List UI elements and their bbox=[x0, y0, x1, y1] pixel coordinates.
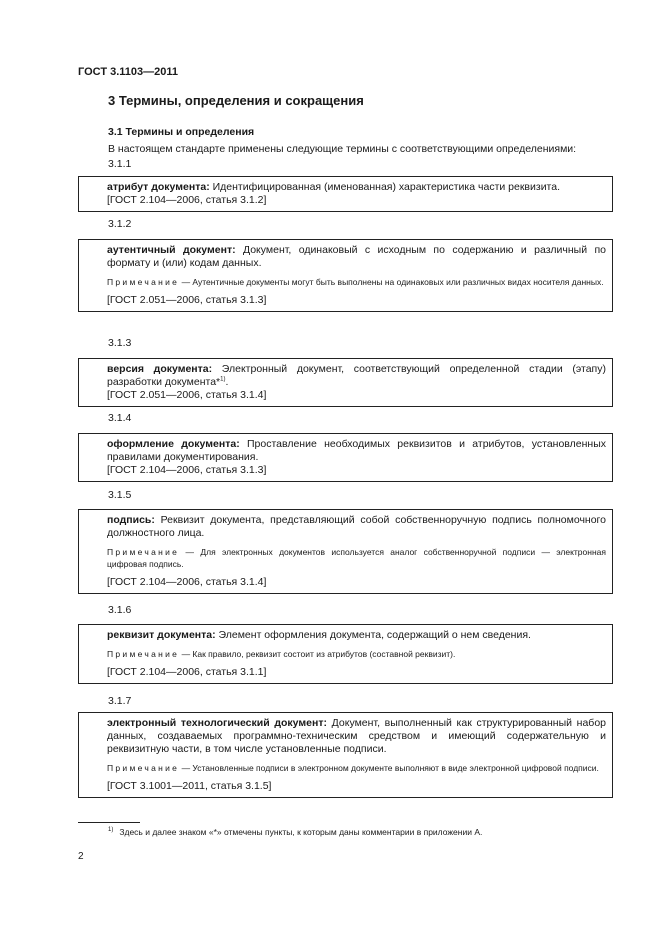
term-definition: Элемент оформления документа, содержащий о нем сведения. bbox=[215, 629, 531, 641]
intro-text: В настоящем стандарте применены следующие термины с соответствующими определениями: bbox=[108, 143, 577, 155]
footnote-separator bbox=[78, 822, 140, 823]
term-number: 3.1.6 bbox=[108, 604, 132, 616]
term-box bbox=[78, 433, 613, 482]
note-text: — Для электронных документов используется аналог собственноручной подписи — электронная цифровая подпись. bbox=[107, 547, 606, 569]
term-definition-end: . bbox=[225, 376, 229, 388]
note-text: — Аутентичные документы могут быть выполнены на одинаковых или различных видах носителя данных. bbox=[179, 277, 604, 287]
term-name: аутентичный документ: bbox=[107, 244, 236, 256]
term-reference: [ГОСТ 2.051—2006, статья 3.1.4] bbox=[107, 389, 267, 401]
term-definition: Проставление необходимых реквизитов и атрибутов, установленных правилами документирования. bbox=[107, 438, 607, 463]
page-number: 2 bbox=[78, 851, 84, 862]
note-label: Примечание bbox=[107, 649, 180, 659]
footnote-text: Здесь и далее знаком «*» отмечены пункты, к которым даны комментарии в приложении А. bbox=[119, 827, 483, 837]
term-reference: [ГОСТ 2.104—2006, статья 3.1.2] bbox=[107, 194, 267, 206]
term-name: реквизит документа: bbox=[107, 629, 216, 641]
term-box bbox=[78, 624, 613, 684]
term-reference: [ГОСТ 2.104—2006, статья 3.1.3] bbox=[107, 464, 267, 476]
term-reference: [ГОСТ 2.104—2006, статья 3.1.1] bbox=[107, 666, 267, 678]
term-name: электронный технологический документ: bbox=[107, 717, 327, 729]
term-number: 3.1.1 bbox=[108, 158, 132, 170]
section-title: 3 Термины, определения и сокращения bbox=[108, 93, 364, 108]
note-text: — Как правило, реквизит состоит из атрибутов (составной реквизит). bbox=[179, 649, 456, 659]
term-name: подпись: bbox=[107, 514, 155, 526]
term-definition: Электронный документ, соответствующий определенной стадии (этапу) разработки документа* bbox=[107, 363, 606, 388]
term-box bbox=[78, 509, 613, 594]
term-box bbox=[78, 712, 613, 798]
document-header: ГОСТ 3.1103—2011 bbox=[78, 66, 178, 78]
term-reference: [ГОСТ 2.104—2006, статья 3.1.4] bbox=[107, 576, 267, 588]
term-number: 3.1.3 bbox=[108, 337, 132, 349]
term-definition: Идентифицированная (именованная) характеристика части реквизита. bbox=[209, 181, 561, 193]
note-label: Примечание bbox=[107, 277, 180, 287]
term-number: 3.1.4 bbox=[108, 412, 132, 424]
term-box bbox=[78, 176, 613, 212]
term-box bbox=[78, 358, 613, 407]
term-reference: [ГОСТ 2.051—2006, статья 3.1.3] bbox=[107, 294, 267, 306]
term-name: оформление документа: bbox=[107, 438, 240, 450]
note-label: Примечание bbox=[107, 763, 180, 773]
subsection-title: 3.1 Термины и определения bbox=[108, 126, 255, 138]
term-reference: [ГОСТ 3.1001—2011, статья 3.1.5] bbox=[107, 780, 272, 792]
term-definition: Документ, выполненный как структурированный набор данных, создаваемых программно-техническим средством и имеющий содержательную и реквизитную части, в том числе установленные подписи. bbox=[107, 717, 606, 755]
term-name: версия документа: bbox=[107, 363, 213, 375]
footnote bbox=[108, 827, 482, 837]
term-definition: Документ, одинаковый с исходным по содержанию и различный по формату и (или) кодам данных. bbox=[107, 244, 606, 269]
term-box bbox=[78, 239, 613, 312]
term-definition: Реквизит документа, представляющий собой собственноручную подпись полномочного должностного лица. bbox=[107, 514, 606, 539]
term-name: атрибут документа: bbox=[107, 181, 210, 193]
term-number: 3.1.7 bbox=[108, 695, 132, 707]
term-number: 3.1.2 bbox=[108, 218, 132, 230]
footnote-marker: 1) bbox=[220, 376, 226, 383]
note-text: — Установленные подписи в электронном документе выполняют в виде электронной цифровой подписи. bbox=[179, 763, 599, 773]
term-number: 3.1.5 bbox=[108, 489, 132, 501]
footnote-mark: 1) bbox=[108, 827, 114, 834]
note-label: Примечание bbox=[107, 547, 180, 557]
